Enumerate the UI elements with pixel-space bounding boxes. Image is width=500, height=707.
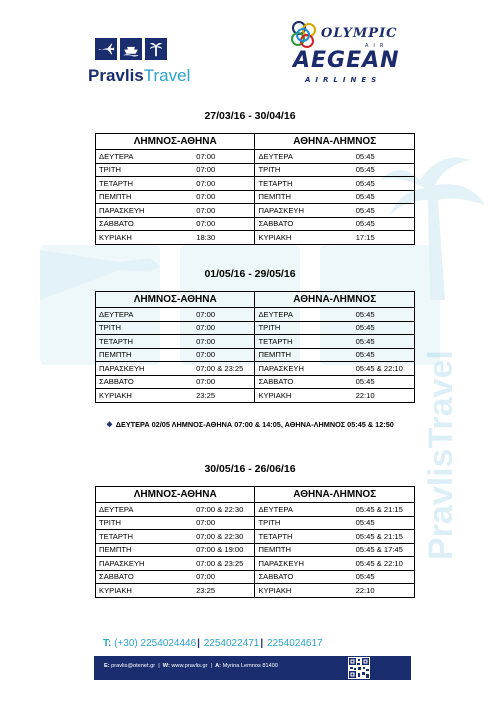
day-cell: ΠΑΡΑΣΚΕΥΗ bbox=[255, 204, 353, 218]
time-cell: 05:45 & 22:10 bbox=[353, 557, 415, 571]
time-cell: 07:00 bbox=[193, 150, 255, 164]
time-cell: 05:45 bbox=[353, 348, 415, 362]
time-cell: 07:00 & 22:30 bbox=[193, 503, 255, 517]
day-cell: ΔΕΥΤΕΡΑ bbox=[255, 308, 353, 322]
day-cell: ΤΕΤΑΡΤΗ bbox=[96, 530, 194, 544]
time-cell: 07:00 bbox=[193, 217, 255, 231]
aegean-airlines-wordmark: AIRLINES bbox=[305, 76, 382, 84]
phone-number-link[interactable]: 2254022471 bbox=[203, 638, 260, 649]
time-cell: 07:00 & 23:25 bbox=[193, 362, 255, 376]
time-cell: 17:15 bbox=[353, 231, 415, 245]
table-row bbox=[96, 362, 415, 376]
time-cell: 07:00 bbox=[193, 163, 255, 177]
schedule-table bbox=[95, 486, 415, 598]
contact-footer-bar bbox=[94, 656, 411, 680]
time-cell: 07:00 & 22:30 bbox=[193, 530, 255, 544]
table-row bbox=[96, 321, 415, 335]
table-row bbox=[96, 389, 415, 403]
day-cell: ΤΡΙΤΗ bbox=[96, 321, 194, 335]
time-cell: 05:45 bbox=[353, 375, 415, 389]
phone-number-link[interactable]: (+30) 2254024446 bbox=[114, 638, 197, 649]
column-header-lemnos-athens: ΛΗΜΝΟΣ-ΑΘΗΝΑ bbox=[96, 487, 255, 503]
day-cell: ΠΕΜΠΤΗ bbox=[96, 348, 194, 362]
olympic-wordmark: OLYMPIC bbox=[321, 26, 398, 41]
time-cell: 05:45 bbox=[353, 204, 415, 218]
time-cell: 22:10 bbox=[353, 584, 415, 598]
day-cell: ΣΑΒΒΑΤΟ bbox=[96, 375, 194, 389]
table-row bbox=[96, 308, 415, 322]
table-row bbox=[96, 530, 415, 544]
table-header-row bbox=[96, 487, 415, 503]
time-cell: 07:00 bbox=[193, 375, 255, 389]
note-text: ΔΕΥΤΕΡΑ 02/05 ΛΗΜΝΟΣ-ΑΘΗΝΑ 07:00 & 14:05, ΑΘΗΝΑ-ΛΗΜΝΟΣ 05:45 & 12:50 bbox=[115, 420, 394, 429]
day-cell: ΚΥΡΙΑΚΗ bbox=[96, 231, 194, 245]
day-cell: ΤΡΙΤΗ bbox=[255, 163, 353, 177]
day-cell: ΣΑΒΒΑΤΟ bbox=[255, 217, 353, 231]
day-cell: ΠΕΜΠΤΗ bbox=[96, 543, 194, 557]
aegean-wordmark: AEGEAN bbox=[293, 48, 400, 73]
day-cell: ΚΥΡΙΑΚΗ bbox=[255, 389, 353, 403]
separator: | bbox=[197, 638, 200, 649]
contact-footer-text: E: pravlis@otenet.gr | W: www.pravlis.gr | A: Myrina Lemnos 81400 bbox=[104, 663, 278, 669]
pravlis-travel-logo[interactable] bbox=[88, 38, 198, 96]
time-cell: 05:45 bbox=[353, 177, 415, 191]
time-cell: 05:45 & 21:15 bbox=[353, 503, 415, 517]
day-cell: ΤΕΤΑΡΤΗ bbox=[255, 335, 353, 349]
day-cell: ΚΥΡΙΑΚΗ bbox=[96, 389, 194, 403]
table-row bbox=[96, 163, 415, 177]
day-cell: ΔΕΥΤΕΡΑ bbox=[96, 503, 194, 517]
day-cell: ΠΑΡΑΣΚΕΥΗ bbox=[255, 362, 353, 376]
time-cell: 07:00 & 23:25 bbox=[193, 557, 255, 571]
table-row bbox=[96, 177, 415, 191]
time-cell: 07:00 bbox=[193, 308, 255, 322]
pravlis-wordmark bbox=[88, 66, 190, 86]
table-header-row bbox=[96, 134, 415, 150]
time-cell: 05:45 bbox=[353, 150, 415, 164]
time-cell: 05:45 bbox=[353, 217, 415, 231]
day-cell: ΤΕΤΑΡΤΗ bbox=[96, 177, 194, 191]
day-cell: ΣΑΒΒΑΤΟ bbox=[255, 570, 353, 584]
table-row bbox=[96, 584, 415, 598]
table-row bbox=[96, 204, 415, 218]
day-cell: ΠΕΜΠΤΗ bbox=[255, 348, 353, 362]
day-cell: ΠΑΡΑΣΚΕΥΗ bbox=[96, 204, 194, 218]
phone-number-link[interactable]: 2254024617 bbox=[266, 638, 323, 649]
table-row bbox=[96, 516, 415, 530]
day-cell: ΤΡΙΤΗ bbox=[96, 163, 194, 177]
day-cell: ΚΥΡΙΑΚΗ bbox=[96, 584, 194, 598]
time-cell: 05:45 & 21:15 bbox=[353, 530, 415, 544]
table-row bbox=[96, 231, 415, 245]
day-cell: ΔΕΥΤΕΡΑ bbox=[255, 150, 353, 164]
time-cell: 07:00 bbox=[193, 190, 255, 204]
ship-icon bbox=[120, 38, 142, 60]
palm-icon bbox=[145, 38, 167, 60]
time-cell: 05:45 bbox=[353, 570, 415, 584]
time-cell: 23:25 bbox=[193, 389, 255, 403]
schedule-table bbox=[95, 133, 415, 245]
day-cell: ΔΕΥΤΕΡΑ bbox=[255, 503, 353, 517]
olympic-air-wordmark: AIR bbox=[365, 43, 389, 49]
time-cell: 18:30 bbox=[193, 231, 255, 245]
website-link[interactable]: www.pravlis.gr bbox=[171, 663, 208, 669]
column-header-athens-lemnos: ΑΘΗΝΑ-ΛΗΜΝΟΣ bbox=[255, 487, 415, 503]
day-cell: ΤΕΤΑΡΤΗ bbox=[96, 335, 194, 349]
time-cell: 23:25 bbox=[193, 584, 255, 598]
day-cell: ΣΑΒΒΑΤΟ bbox=[255, 375, 353, 389]
schedule-table bbox=[95, 291, 415, 403]
olympic-aegean-logo[interactable] bbox=[285, 18, 425, 90]
column-header-lemnos-athens: ΛΗΜΝΟΣ-ΑΘΗΝΑ bbox=[96, 292, 255, 308]
plane-icon bbox=[95, 38, 117, 60]
phone-numbers bbox=[103, 638, 323, 649]
watermark-text: PravlisTravel bbox=[422, 350, 460, 560]
address-label: A: bbox=[215, 663, 222, 669]
table-row bbox=[96, 190, 415, 204]
table-header-row bbox=[96, 292, 415, 308]
table-row bbox=[96, 570, 415, 584]
day-cell: ΣΑΒΒΑΤΟ bbox=[96, 570, 194, 584]
day-cell: ΚΥΡΙΑΚΗ bbox=[255, 584, 353, 598]
table-row bbox=[96, 543, 415, 557]
table-row bbox=[96, 375, 415, 389]
time-cell: 07:00 bbox=[193, 321, 255, 335]
table-row bbox=[96, 557, 415, 571]
day-cell: ΠΑΡΑΣΚΕΥΗ bbox=[255, 557, 353, 571]
column-header-athens-lemnos: ΑΘΗΝΑ-ΛΗΜΝΟΣ bbox=[255, 134, 415, 150]
day-cell: ΠΕΜΠΤΗ bbox=[255, 190, 353, 204]
day-cell: ΚΥΡΙΑΚΗ bbox=[255, 231, 353, 245]
olympic-rings-icon bbox=[289, 20, 319, 50]
schedule-note bbox=[0, 420, 500, 429]
day-cell: ΤΕΤΑΡΤΗ bbox=[255, 530, 353, 544]
day-cell: ΣΑΒΒΑΤΟ bbox=[96, 217, 194, 231]
time-cell: 05:45 bbox=[353, 516, 415, 530]
period-heading: 27/03/16 - 30/04/16 bbox=[204, 110, 296, 122]
table-row bbox=[96, 348, 415, 362]
email-label: E: bbox=[104, 663, 110, 669]
pravlis-logo-icons bbox=[95, 38, 167, 60]
qr-code-icon[interactable] bbox=[348, 657, 370, 679]
time-cell: 05:45 bbox=[353, 308, 415, 322]
time-cell: 07:00 bbox=[193, 204, 255, 218]
day-cell: ΤΡΙΤΗ bbox=[255, 321, 353, 335]
time-cell: 22:10 bbox=[353, 389, 415, 403]
day-cell: ΔΕΥΤΕΡΑ bbox=[96, 150, 194, 164]
pravlis-word-part2: Travel bbox=[143, 66, 191, 85]
diamond-bullet-icon: ❖ bbox=[106, 420, 113, 429]
day-cell: ΠΕΜΠΤΗ bbox=[96, 190, 194, 204]
time-cell: 07:00 bbox=[193, 570, 255, 584]
day-cell: ΠΑΡΑΣΚΕΥΗ bbox=[96, 362, 194, 376]
pravlis-word-part1: Pravlis bbox=[88, 66, 144, 85]
time-cell: 05:45 bbox=[353, 163, 415, 177]
period-heading: 30/05/16 - 26/06/16 bbox=[204, 463, 296, 475]
day-cell: ΤΡΙΤΗ bbox=[96, 516, 194, 530]
separator: | bbox=[260, 638, 264, 649]
day-cell: ΠΕΜΠΤΗ bbox=[255, 543, 353, 557]
time-cell: 07:00 bbox=[193, 335, 255, 349]
time-cell: 07:00 bbox=[193, 348, 255, 362]
time-cell: 07:00 bbox=[193, 516, 255, 530]
phone-label: T: bbox=[103, 638, 112, 649]
time-cell: 05:45 bbox=[353, 335, 415, 349]
time-cell: 05:45 & 22:10 bbox=[353, 362, 415, 376]
table-row bbox=[96, 503, 415, 517]
column-header-lemnos-athens: ΛΗΜΝΟΣ-ΑΘΗΝΑ bbox=[96, 134, 255, 150]
day-cell: ΔΕΥΤΕΡΑ bbox=[96, 308, 194, 322]
time-cell: 07:00 & 19:00 bbox=[193, 543, 255, 557]
table-row bbox=[96, 217, 415, 231]
table-row bbox=[96, 150, 415, 164]
web-label: W: bbox=[162, 663, 170, 669]
day-cell: ΤΕΤΑΡΤΗ bbox=[255, 177, 353, 191]
day-cell: ΠΑΡΑΣΚΕΥΗ bbox=[96, 557, 194, 571]
time-cell: 05:45 bbox=[353, 190, 415, 204]
period-heading: 01/05/16 - 29/05/16 bbox=[204, 268, 296, 280]
table-row bbox=[96, 335, 415, 349]
time-cell: 05:45 & 17:45 bbox=[353, 543, 415, 557]
day-cell: ΤΡΙΤΗ bbox=[255, 516, 353, 530]
time-cell: 05:45 bbox=[353, 321, 415, 335]
time-cell: 07:00 bbox=[193, 177, 255, 191]
address-text: Myrina Lemnos 81400 bbox=[222, 663, 278, 669]
column-header-athens-lemnos: ΑΘΗΝΑ-ΛΗΜΝΟΣ bbox=[255, 292, 415, 308]
email-link[interactable]: pravlis@otenet.gr bbox=[111, 663, 156, 669]
